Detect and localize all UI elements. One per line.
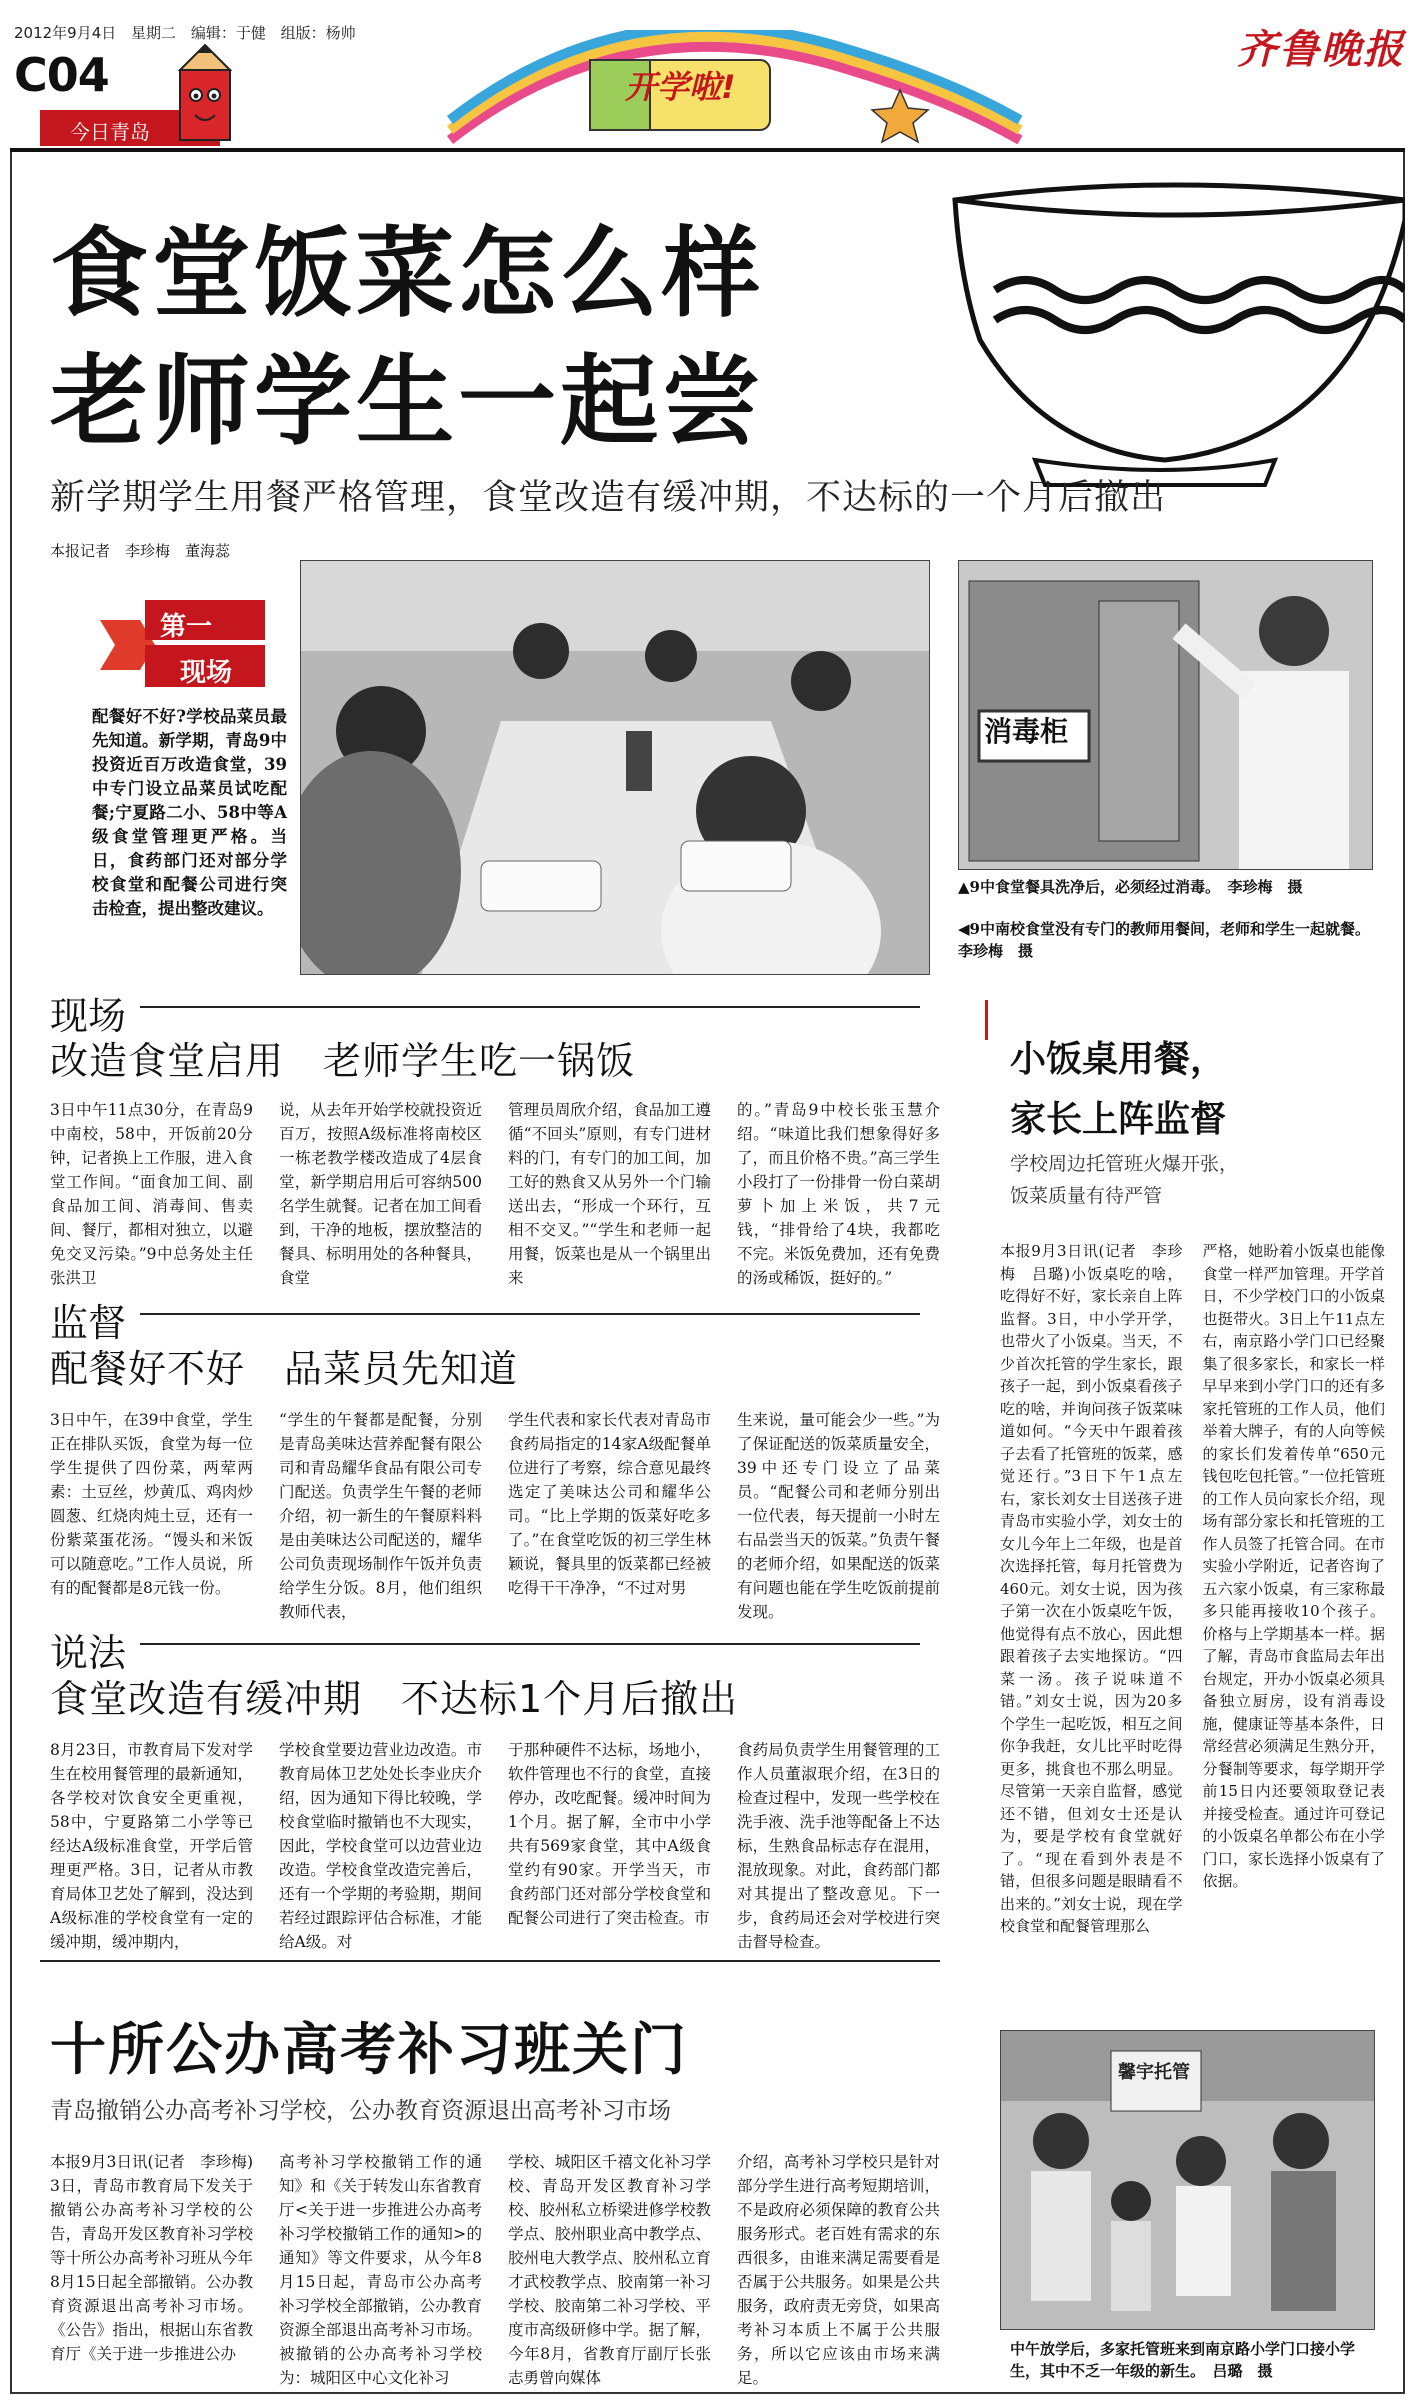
sec1-rule [140,1006,920,1008]
sidebar-col-2: 严格，她盼着小饭桌也能像食堂一样严加管理。开学首日，不少学校门口的小饭桌也挺带火。3日上午11点左右，南京路小学门口已经聚集了很多家长，和家长一样早早来到小学门口的还有多家托管班的工作人员，他们举着大牌子，有的人向等候的家长们发着传单“650元钱包吃包托管。”一位托管班的工作人员向家长介绍，现场有部分家长和托管班的工作人员签了托管合同。在市实验小学附近，记者咨询了五六家小饭桌，有三家称最多只能再接收10个孩子。价格与上学期基本一样。据了解，青岛市食监局去年出台规定，开办小饭桌必须具备独立厨房，设有消毒设施，健康证等基本条件，日常经营必须满足生熟分开，分餐制等要求，每学期开学前15日内还要领取登记表并接受检查。通过许可登记的小饭桌名单都公布在小学门口，家长选择小饭桌有了依据。 [1202,1242,1385,1890]
cabinet-label: 消毒柜 [984,715,1069,748]
headline-line-1: 食堂饭菜怎么样 [50,217,765,331]
sec2-body [50,1408,940,1624]
sec3-col-4: 食药局负责学生用餐管理的工作人员董淑珉介绍，在3日的检查过程中，发现一些学校在洗手液、洗手池等配备上不达标，生熟食品标志存在混用，混放现象。对此，食药部门都对其提出了整改意见。下一步，食药局还会对学校进行突击督导检查。 [737,1741,940,1951]
sec3-title: 食堂改造有缓冲期 不达标1个月后撤出 [50,1677,739,1721]
sec3-label: 说法 [50,1631,127,1675]
sec1-col-1: 3日中午11点30分，在青岛9中南校，58中，开饭前20分钟，记者换上工作服，进入食堂工作间。“面食加工间、副食品加工间、消毒间、售卖间、餐厅，都相对独立，以避免交叉污染。”9中总务处主任张洪卫 [50,1101,253,1287]
sec1-col-2: 说，从去年开始学校就投资近百万，按照A级标准将南校区一栋老教学楼改造成了4层食堂，新学期启用后可容纳500名学生就餐。记者在加工间看到，干净的地板，摆放整洁的餐具、标明用处的各种餐具，食堂 [279,1101,482,1287]
photo1-caption: ▲9中食堂餐具洗净后，必须经过消毒。 李珍梅 摄 [958,878,1303,896]
sec1-col-4: 的。”青岛9中校长张玉慧介绍。“味道比我们想象得好多了，而且价格不贵。”高三学生小段打了一份排骨一份白菜胡萝卜加上米饭，共7元钱，“排骨给了4块，我都吃不完。米饭免费加，还有免费的汤或稀饭，挺好的。” [737,1101,940,1287]
section-tab: 今日青岛 [40,110,220,146]
childcare-photo-caption: 中午放学后，多家托管班来到南京路小学门口接小学生，其中不乏一年级的新生。 吕璐 摄 [1010,2340,1356,2380]
sidebar-title [1010,1030,1226,1150]
sec1-col-3: 管理员周欣介绍，食品加工遵循“不回头”原则，有专门进材料的门，有专门的加工间，加工好的熟食又从另外一个门输送出去，“形成一个环行，互相不交叉。”“学生和老师一起用餐，饭菜也是从一个锅里出来 [508,1101,711,1287]
sidebar-title-line-1: 小饭桌用餐， [1010,1039,1227,1080]
sec3-col-2: 学校食堂要边营业边改造。市教育局体卫艺处处长李业庆介绍，因为通知下得比较晚，学校食堂临时撤销也不大现实，因此，学校食堂可以边营业边改造。学校食堂改造完善后，还有一个学期的考验期，期间若经过跟踪评估合标准，才能给A级。对 [279,1741,482,1951]
sec3-col-3: 于那种硬件不达标，场地小，软件管理也不行的食堂，直接停办，改吃配餐。缓冲时间为1个月。据了解，全市中小学共有569家食堂，其中A级食堂约有90家。开学当天，市食药部门还对部分学校食堂和配餐公司进行了突击检查。市 [508,1741,711,1927]
article2-rule [40,1960,940,1962]
sec2-title: 配餐好不好 品菜员先知道 [50,1347,519,1391]
sec1-label: 现场 [50,994,127,1038]
designer-credit: 组版：杨帅 [280,24,356,42]
badge-line-1: 第一 [160,612,213,642]
lead-subhead: 新学期学生用餐严格管理，食堂改造有缓冲期，不达标的一个月后撤出 [50,478,1167,518]
sec2-rule [140,1313,920,1315]
editor-credit: 编辑：于健 [190,24,266,42]
sec2-col-3: 学生代表和家长代表对青岛市食药局指定的14家A级配餐单位进行了考察，综合意见最终选定了美味达公司和耀华公司。“比上学期的饭菜好吃多了。”在食堂吃饭的初三学生林颖说，餐具里的饭菜都已经被吃得干干净净，“不过对男 [508,1411,711,1597]
photo2-caption: ◀9中南校食堂没有专门的教师用餐间，老师和学生一起就餐。 李珍梅 摄 [958,920,1378,960]
article2-col-4: 介绍，高考补习学校只是针对部分学生进行高考短期培训，不是政府必须保障的教育公共服务形式。老百姓有需求的东西很多，由谁来满足需要看是否属于公共服务。如果是公共服务，政府责无旁贷，如果高考补习本质上不属于公共服务，所以它应该由市场来满足。 [737,2153,940,2387]
rice-bowl-illustration [935,160,1405,490]
sidebar-subtitle [1010,1148,1238,1212]
issue-date: 2012年9月4日 [14,24,117,42]
article2-body [50,2150,940,2390]
pencil-mascot-icon [160,40,250,150]
lead-intro: 配餐好不好?学校品菜员最先知道。新学期，青岛9中投资近百万改造食堂，39中专门设立品菜员试吃配餐;宁夏路二小、58中等A级食堂管理更严格。当日，食药部门还对部分学校食堂和配餐公司进行突击检查，提出整改建议。 [92,707,287,918]
banner-text: 开学啦! [625,68,736,106]
sidebar-subtitle-line-1: 学校周边托管班火爆开张， [1010,1153,1239,1175]
sec3-rule [140,1643,920,1645]
headline-line-2: 老师学生一起尝 [50,345,765,459]
sec2-col-1: 3日中午，在39中食堂，学生正在排队买饭，食堂为每一位学生提供了四份菜，两荤两素：土豆丝，炒黄瓜、鸡肉炒圆葱、红烧肉炖土豆，还有一份紫菜蛋花汤。“馒头和米饭可以随意吃。”工作人员说，所有的配餐都是8元钱一份。 [50,1411,253,1597]
canteen-dining-photo [300,560,930,975]
sec3-body [50,1738,940,1954]
article2-col-2: 高考补习学校撤销工作的通知》和《关于转发山东省教育厅<关于进一步推进公办高考补习学校撤销工作的通知>的通知》等文件要求，从今年8月15日起，青岛市公办高考补习学校全部撤销，公办教育资源全部退出高考补习市场。被撤销的公办高考补习学校为：城阳区中心文化补习 [279,2153,482,2387]
sidebar-title-line-2: 家长上阵监督 [1010,1099,1227,1140]
sidebar-col-1: 本报9月3日讯(记者 李珍梅 吕璐)小饭桌吃的啥，吃得好不好，家长亲自上阵监督。3日，中小学开学，也带火了小饭桌。当天，不少首次托管的学生家长，跟孩子一起，到小饭桌看孩子吃的啥，并询问孩子饭菜味道如何。“今天中午跟着孩子去看了托管班的饭菜，感觉还行。”3日下午1点左右，家长刘女士目送孩子进青岛市实验小学，刘女士的女儿今年上二年级，也是首次选择托管，每月托管费为460元。刘女士说，因为孩子第一次在小饭桌吃午饭，他觉得有点不放心，因此想跟着孩子去实地探访。“四菜一汤。孩子说味道不错。”刘女士说，因为20多个学生一起吃饭，相互之间你争我赶，女儿比平时吃得更多，挑食也不那么明显。尽管第一天亲自监督，感觉还不错，但刘女士还是认为，要是学校有食堂就好了。“现在看到外表是不错，但很多问题是眼睛看不出来的。”刘女士说，现在学校食堂和配餐管理那么 [1000,1242,1183,1935]
article2-subtitle: 青岛撤销公办高考补习学校，公办教育资源退出高考补习市场 [50,2098,671,2124]
sidebar-subtitle-line-2: 饭菜质量有待严管 [1010,1185,1163,1207]
sec2-col-2: “学生的午餐都是配餐，分别是青岛美味达营养配餐有限公司和青岛耀华食品有限公司专门配送。负责学生午餐的老师介绍，初一新生的午餐原料料是由美味达公司配送的，耀华公司负责现场制作午饭并负责给学生分饭。8月，他们组织教师代表， [279,1411,482,1621]
sec2-col-4: 生来说，量可能会少一些。”为了保证配送的饭菜质量安全，39中还专门设立了品菜员。“配餐公司和老师分别出一位代表，每天提前一小时左右品尝当天的饭菜。”负责午餐的老师介绍，如果配送的饭菜有问题也能在学生吃饭前提前发现。 [737,1411,940,1621]
sec3-col-1: 8月23日，市教育局下发对学生在校用餐管理的最新通知，各学校对饮食安全更重视，58中，宁夏路第二小学等已经达A级标准食堂，开学后管理更严格。3日，记者从市教育局体卫艺处了解到，没达到A级标准的学校食堂有一定的缓冲期，缓冲期内， [50,1741,253,1951]
issue-weekday: 星期二 [131,24,177,42]
page-number: C04 [14,48,109,102]
article2-title: 十所公办高考补习班关门 [50,2018,688,2083]
sec1-body [50,1098,940,1290]
article2-col-3: 学校、城阳区千禧文化补习学校、青岛开发区教育补习学校、胶州私立桥梁进修学校教学点、胶州职业高中教学点、胶州电大教学点、胶州私立育才武校教学点、胶南第一补习学校、胶南第二补习学校、平度市高级研修中学。据了解，今年8月，省教育厅副厅长张志勇曾向媒体 [508,2153,711,2387]
badge-line-2: 现场 [180,658,233,688]
lead-headline [50,210,764,466]
sec1-title: 改造食堂启用 老师学生吃一锅饭 [50,1039,636,1083]
lead-byline: 本报记者 李珍梅 董海蕊 [50,542,231,560]
sec2-label: 监督 [50,1301,127,1345]
paper-name: 齐鲁晚报 [1237,26,1405,73]
sidebar-body [1000,1240,1385,1938]
article2-col-1: 本报9月3日讯(记者 李珍梅) 3日，青岛市教育局下发关于撤销公办高考补习学校的公告，青岛开发区教育补习学校等十所公办高考补习班从今年8月15日起全部撤销。公办教育资源退出高考补习市场。《公告》指出，根据山东省教育厅《关于进一步推进公办 [50,2153,269,2363]
childcare-sign: 馨宇托管 [1118,2062,1190,2083]
sidebar-accent-bar [985,1000,988,1040]
